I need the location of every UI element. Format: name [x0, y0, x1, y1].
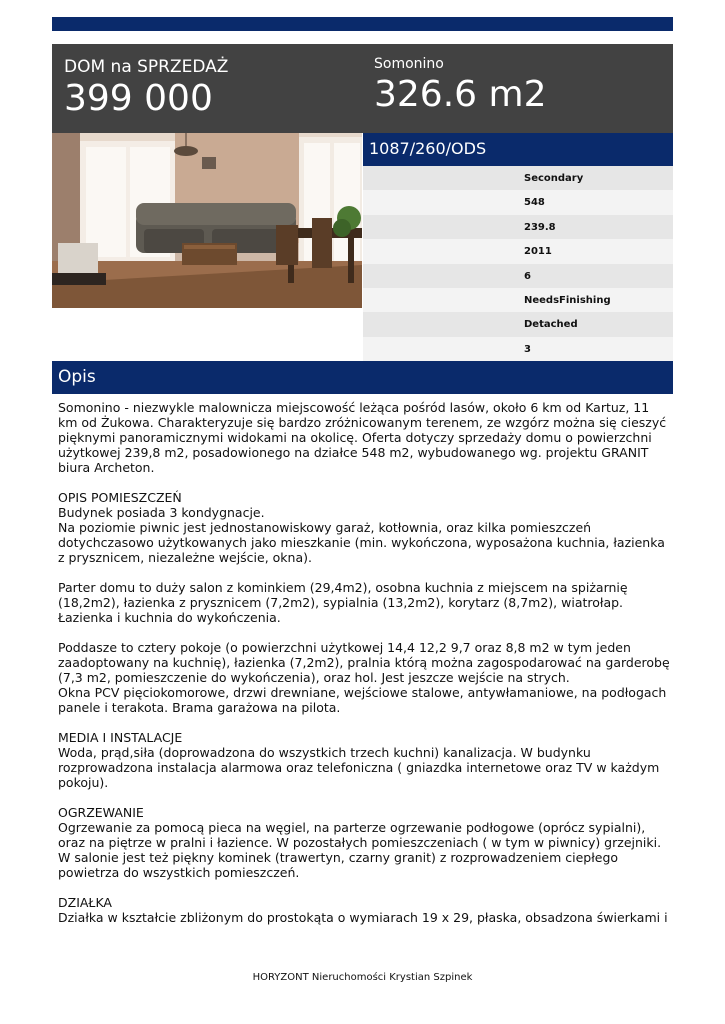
attribute-value: 6	[524, 270, 531, 282]
description-paragraph: Somonino - niezwykle malownicza miejscowość leżąca pośród lasów, około 6 km od Kartuz, 11 km od Żukowa. Charakteryzuje się bardzo zróżnicowanym terenem, ze wzgórz można się cieszyć pięknymi panoramicznymi widokami na okolicę. Oferta dotyczy sprzedaży domu o powierzchni użytkowej 239,8 m2, posadowionego na działce 548 m2, wybudowanego wg. projektu GRANIT biura Archeton.	[58, 400, 667, 475]
description-body	[58, 400, 670, 934]
living-room-photo	[52, 133, 362, 308]
description-paragraph: DZIAŁKA Działka w kształcie zbliżonym do prostokąta o wymiarach 19 x 29, płaska, obsadzona świerkami i	[58, 895, 668, 925]
description-paragraph: OPIS POMIESZCZEŃ Budynek posiada 3 kondygnacje. Na poziomie piwnic jest jednostanowiskowy garaż, kotłownia, oraz kilka pomieszczeń dotychczasowo użytkowanych jako mieszkanie (min. wykończona, wyposażona kuchnia, łazienka z prysznicem, niezależne wejście, okna).	[58, 490, 665, 565]
reference-number: 1087/260/ODS	[369, 139, 487, 158]
attribute-row	[363, 337, 673, 361]
attributes-table	[363, 166, 673, 361]
description-paragraph: Poddasze to cztery pokoje (o powierzchni użytkowej 14,4 12,2 9,7 oraz 8,8 m2 w tym jeden zaadoptowany na kuchnię), łazienka (7,2m2), pralnia którą można zagospodarować na garderobę (7,3 m2, pomieszczenie do wykończenia), oraz hol. Jest jeszcze wejście na strych. Okna PCV pięciokomorowe, drzwi drewniane, wejściowe stalowe, antywłamaniowe, na podłogach panele i terakota. Brama garażowa na pilota.	[58, 640, 670, 715]
reference-bar	[363, 133, 673, 166]
attribute-value: NeedsFinishing	[524, 294, 611, 306]
attribute-row	[363, 288, 673, 312]
attribute-row	[363, 166, 673, 190]
attribute-row	[363, 215, 673, 239]
description-paragraph: MEDIA I INSTALACJE Woda, prąd,siła (doprowadzona do wszystkich trzech kuchni) kanalizacja. W budynku rozprowadzona instalacja alarmowa oraz telefoniczna ( gniazdka internetowe oraz TV w każdym pokoju).	[58, 730, 660, 790]
description-section-bar	[52, 361, 673, 394]
description-paragraph: Parter domu to duży salon z kominkiem (29,4m2), osobna kuchnia z miejscem na spiżarnię (18,2m2), łazienka z prysznicem (7,2m2), sypialnia (13,2m2), korytarz (8,7m2), wiatrołap. Łazienka i kuchnia do wykończenia.	[58, 580, 628, 625]
attribute-value: Detached	[524, 319, 578, 331]
top-accent-bar	[52, 17, 673, 31]
listing-header	[52, 44, 673, 133]
property-area: 326.6 m2	[374, 74, 547, 115]
attribute-value: 548	[524, 197, 545, 209]
property-city: Somonino	[374, 56, 444, 72]
footer-agency: HORYZONT Nieruchomości Krystian Szpinek	[252, 972, 473, 983]
attribute-value: 239.8	[524, 221, 556, 233]
attribute-value: 3	[524, 343, 531, 355]
attribute-row	[363, 312, 673, 336]
section-title: Opis	[58, 367, 96, 387]
property-price: 399 000	[64, 78, 213, 119]
description-paragraph: OGRZEWANIE Ogrzewanie za pomocą pieca na węgiel, na parterze ogrzewanie podłogowe (oprócz sypialni), oraz na piętrze w pralni i łazience. W pozostałych pomieszczeniach ( w tym w piwnicy) grzejniki. W salonie jest też piękny kominek (trawertyn, czarny granit) z rozprowadzeniem ciepłego powietrza do wszystkich pomieszczeń.	[58, 805, 662, 880]
property-type: DOM na SPRZEDAŻ	[64, 57, 229, 77]
attribute-value: 2011	[524, 246, 552, 258]
attribute-row	[363, 264, 673, 288]
attribute-row	[363, 239, 673, 263]
attribute-value: Secondary	[524, 173, 584, 184]
attribute-row	[363, 190, 673, 214]
